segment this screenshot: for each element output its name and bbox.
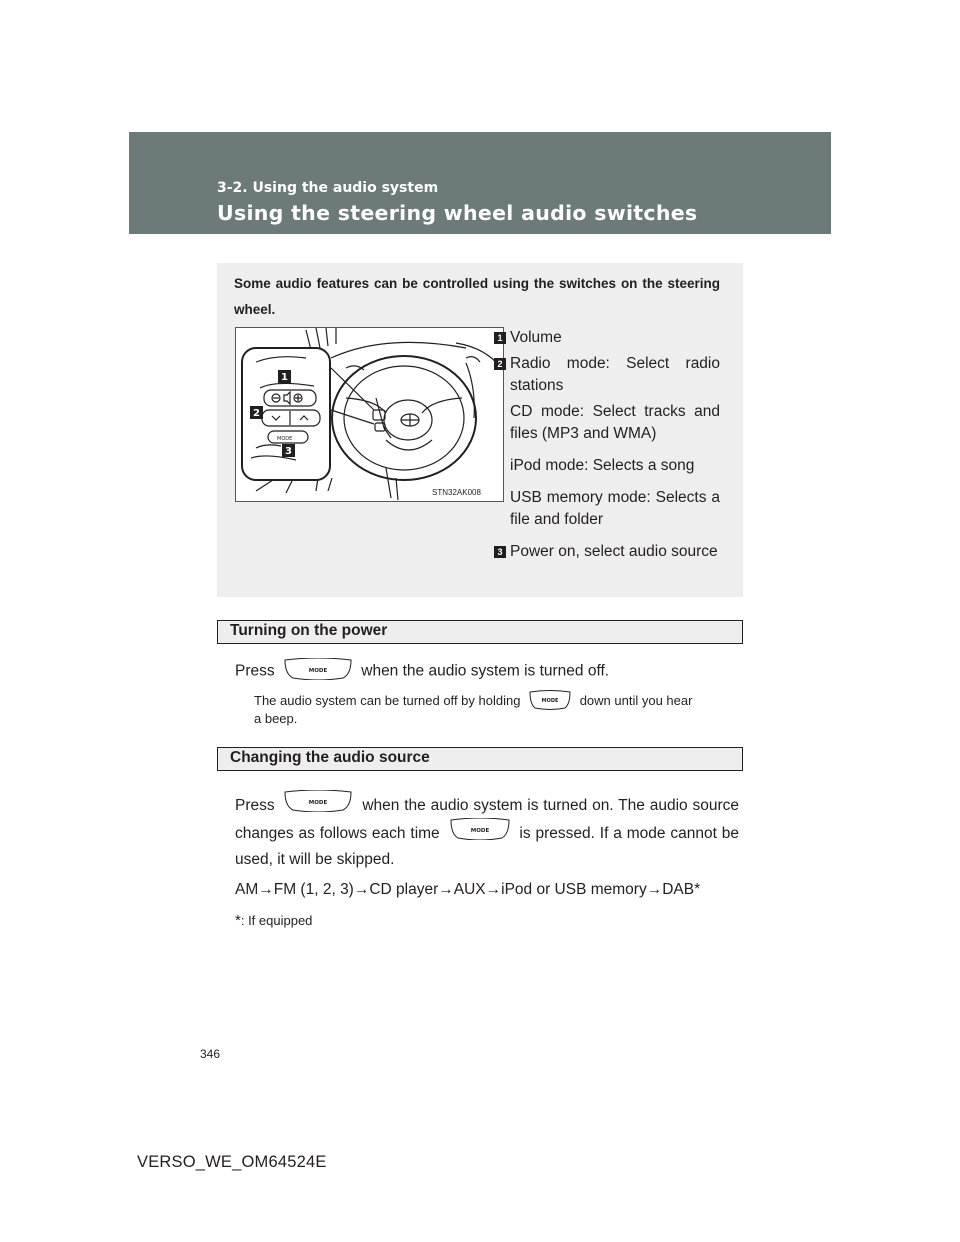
footnote xyxy=(235,912,312,929)
heading-text: Changing the audio source xyxy=(230,749,430,766)
callout-list xyxy=(494,327,720,563)
callout-number: 2 xyxy=(494,358,506,370)
callout-number: 3 xyxy=(494,546,506,558)
power-note-line2: a beep. xyxy=(254,711,298,726)
callout-label: Radio mode: Select radio stations xyxy=(510,355,720,394)
page-title: Using the steering wheel audio switches xyxy=(217,201,698,225)
mode-button-label: MODE xyxy=(541,698,559,704)
footnote-mark: * xyxy=(235,912,241,929)
steering-wheel-drawing xyxy=(236,328,503,501)
mode-button-label: MODE xyxy=(470,828,489,834)
press-word: Press xyxy=(235,797,275,815)
callout-radio-mode xyxy=(494,353,720,397)
mode-label-illustration: MODE xyxy=(277,436,293,442)
callout-usb-mode: USB memory mode: Selects a file and folder xyxy=(510,489,720,528)
document-code: VERSO_WE_OM64524E xyxy=(137,1153,327,1171)
power-instruction-text: when the audio system is turned off. xyxy=(361,662,610,680)
chapter-header xyxy=(129,132,831,234)
source-line-2-text: changes as follows each time xyxy=(235,825,440,843)
section-label: 3-2. Using the audio system xyxy=(217,180,439,196)
note-text-end: down until you hear xyxy=(579,692,693,708)
mode-button-label: MODE xyxy=(308,668,328,674)
footnote-text: : If equipped xyxy=(240,913,313,928)
steering-wheel-illustration xyxy=(235,327,504,502)
power-note xyxy=(254,690,692,713)
svg-text:2: 2 xyxy=(253,408,260,419)
source-line-3: used, it will be skipped. xyxy=(235,851,395,868)
mode-button-icon xyxy=(528,690,572,713)
press-word: Press xyxy=(235,662,275,680)
illustration-code: STN32AK008 xyxy=(432,488,481,497)
callout-label: Volume xyxy=(510,329,562,346)
callout-cd-mode: CD mode: Select tracks and files (MP3 and WMA) xyxy=(510,403,720,442)
source-line-2-end: is pressed. If a mode cannot be xyxy=(519,825,739,843)
svg-text:3: 3 xyxy=(285,446,292,457)
mode-button-icon xyxy=(283,658,353,685)
note-text: The audio system can be turned off by holding xyxy=(254,692,521,708)
source-line-1-text: when the audio system is turned on. The audio source xyxy=(362,797,739,815)
heading-changing-audio-source xyxy=(217,747,743,771)
power-instruction xyxy=(235,658,609,685)
callout-power xyxy=(494,541,720,563)
callout-ipod-mode: iPod mode: Selects a song xyxy=(510,457,695,474)
svg-text:1: 1 xyxy=(281,372,288,383)
callout-number: 1 xyxy=(494,332,506,344)
callout-label: Power on, select audio source xyxy=(510,543,718,560)
page-number: 346 xyxy=(200,1047,221,1061)
heading-turning-on-power xyxy=(217,620,743,644)
intro-text: Some audio features can be controlled using the switches on the steering wheel. xyxy=(234,276,720,317)
intro-box xyxy=(217,263,743,597)
mode-button-label: MODE xyxy=(309,800,328,806)
heading-text: Turning on the power xyxy=(230,622,388,639)
callout-volume xyxy=(494,327,720,349)
source-sequence: AM→FM (1, 2, 3)→CD player→AUX→iPod or USB memory→DAB* xyxy=(235,881,701,898)
